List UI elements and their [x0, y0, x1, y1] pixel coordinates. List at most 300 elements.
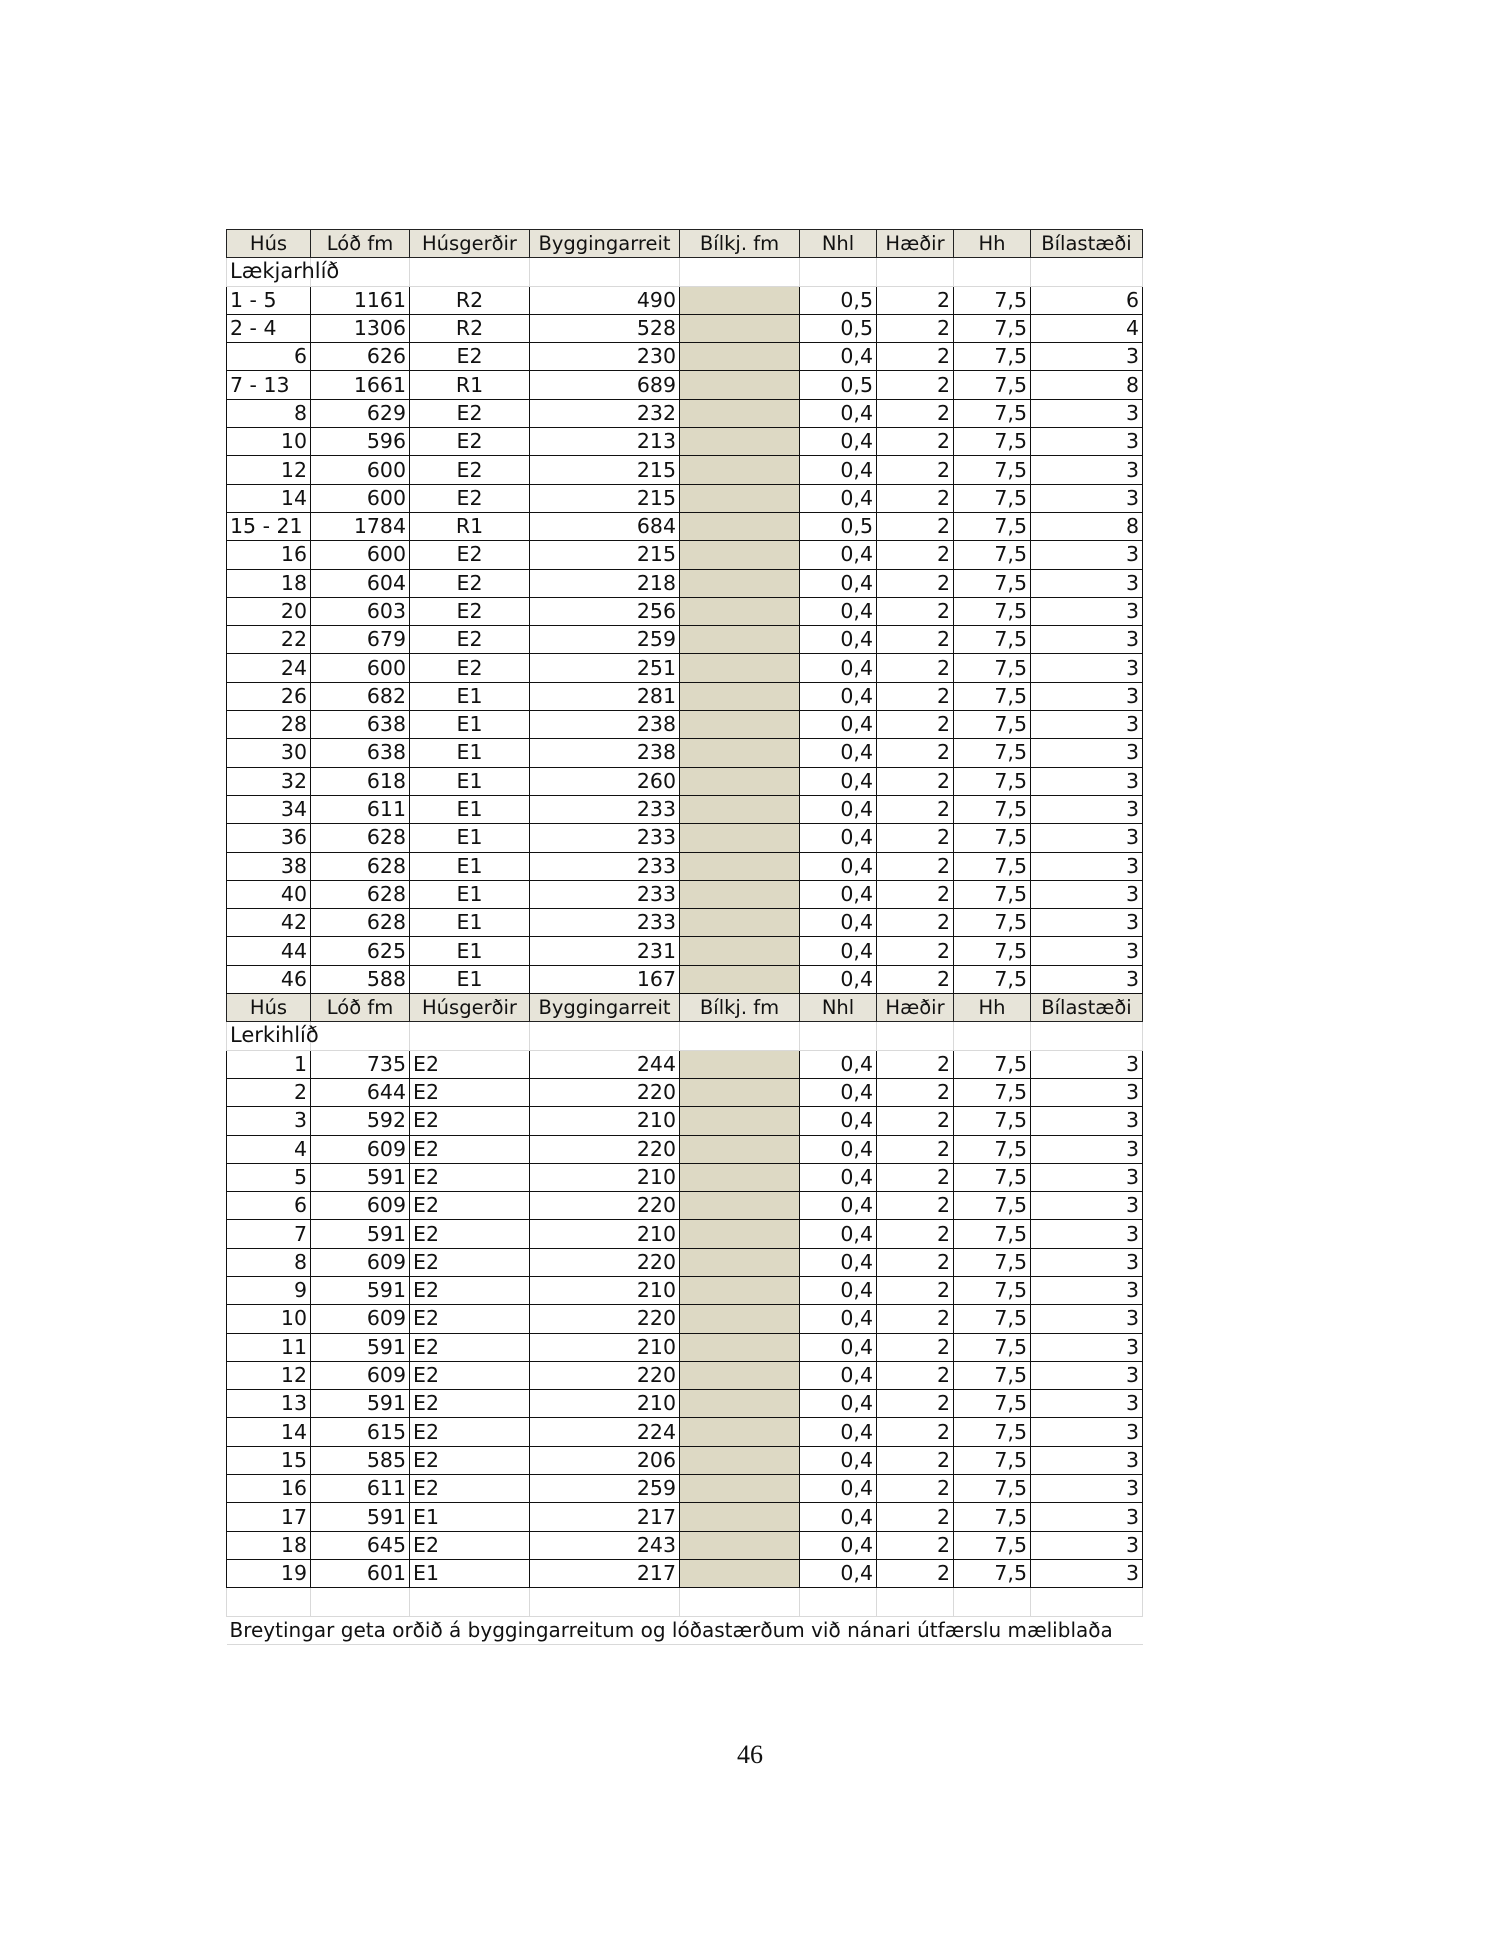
empty-cell: [1031, 258, 1143, 286]
table-row: [227, 626, 1143, 654]
cell-bilastaedi: 3: [1031, 1361, 1143, 1389]
cell-haedir: 2: [877, 1107, 954, 1135]
column-header-hh: Hh: [954, 230, 1031, 258]
cell-hus: 6: [227, 1192, 311, 1220]
cell-husgerdir: E2: [410, 1333, 530, 1361]
cell-bilastaedi: 3: [1031, 626, 1143, 654]
cell-byggingarreit: 490: [530, 286, 680, 314]
cell-haedir: 2: [877, 965, 954, 993]
cell-hus: 5: [227, 1163, 311, 1191]
cell-lod-fm: 611: [311, 795, 410, 823]
cell-haedir: 2: [877, 371, 954, 399]
cell-lod-fm: 591: [311, 1503, 410, 1531]
cell-haedir: 2: [877, 1418, 954, 1446]
cell-lod-fm: 609: [311, 1305, 410, 1333]
cell-husgerdir: E2: [410, 1135, 530, 1163]
cell-lod-fm: 644: [311, 1078, 410, 1106]
cell-bilkj-fm: [680, 286, 800, 314]
cell-bilkj-fm: [680, 1107, 800, 1135]
cell-nhl: 0,5: [800, 371, 877, 399]
cell-lod-fm: 1784: [311, 512, 410, 540]
cell-hus: 18: [227, 1531, 311, 1559]
cell-nhl: 0,4: [800, 880, 877, 908]
cell-bilkj-fm: [680, 1559, 800, 1587]
cell-lod-fm: 645: [311, 1531, 410, 1559]
cell-bilkj-fm: [680, 512, 800, 540]
cell-hus: 12: [227, 456, 311, 484]
cell-hh: 7,5: [954, 937, 1031, 965]
cell-bilastaedi: 3: [1031, 1418, 1143, 1446]
cell-haedir: 2: [877, 909, 954, 937]
cell-hus: 40: [227, 880, 311, 908]
cell-nhl: 0,4: [800, 909, 877, 937]
cell-hus: 44: [227, 937, 311, 965]
page-number: 46: [737, 1740, 763, 1769]
cell-hus: 16: [227, 541, 311, 569]
cell-hh: 7,5: [954, 1163, 1031, 1191]
cell-bilkj-fm: [680, 852, 800, 880]
table-row: [227, 1276, 1143, 1304]
cell-hh: 7,5: [954, 1305, 1031, 1333]
cell-husgerdir: E2: [410, 343, 530, 371]
cell-lod-fm: 609: [311, 1135, 410, 1163]
cell-husgerdir: E2: [410, 1418, 530, 1446]
cell-bilkj-fm: [680, 1446, 800, 1474]
section-title: Lækjarhlíð: [227, 258, 311, 286]
column-header-nhl: Nhl: [800, 230, 877, 258]
cell-nhl: 0,4: [800, 795, 877, 823]
table-row: [227, 654, 1143, 682]
empty-cell: [877, 1588, 954, 1616]
cell-nhl: 0,5: [800, 286, 877, 314]
cell-husgerdir: E1: [410, 795, 530, 823]
cell-bilkj-fm: [680, 1333, 800, 1361]
cell-byggingarreit: 215: [530, 541, 680, 569]
cell-husgerdir: E2: [410, 1276, 530, 1304]
cell-husgerdir: E2: [410, 1446, 530, 1474]
cell-husgerdir: E1: [410, 682, 530, 710]
table-row: [227, 739, 1143, 767]
cell-hh: 7,5: [954, 1050, 1031, 1078]
cell-bilkj-fm: [680, 1050, 800, 1078]
cell-lod-fm: 591: [311, 1276, 410, 1304]
cell-byggingarreit: 215: [530, 456, 680, 484]
cell-lod-fm: 585: [311, 1446, 410, 1474]
cell-byggingarreit: 238: [530, 739, 680, 767]
cell-haedir: 2: [877, 1248, 954, 1276]
cell-hh: 7,5: [954, 541, 1031, 569]
cell-byggingarreit: 256: [530, 597, 680, 625]
empty-cell: [954, 1022, 1031, 1050]
table-row: [227, 484, 1143, 512]
cell-bilkj-fm: [680, 1361, 800, 1389]
cell-haedir: 2: [877, 343, 954, 371]
cell-bilastaedi: 3: [1031, 399, 1143, 427]
cell-hus: 13: [227, 1390, 311, 1418]
cell-haedir: 2: [877, 1503, 954, 1531]
cell-bilkj-fm: [680, 1078, 800, 1106]
cell-hh: 7,5: [954, 1559, 1031, 1587]
cell-hh: 7,5: [954, 286, 1031, 314]
cell-bilastaedi: 3: [1031, 795, 1143, 823]
cell-lod-fm: 604: [311, 569, 410, 597]
table-row: [227, 682, 1143, 710]
cell-byggingarreit: 231: [530, 937, 680, 965]
cell-hus: 6: [227, 343, 311, 371]
empty-cell: [877, 258, 954, 286]
cell-byggingarreit: 684: [530, 512, 680, 540]
column-header-haedir: Hæðir: [877, 230, 954, 258]
cell-husgerdir: E2: [410, 569, 530, 597]
cell-husgerdir: E2: [410, 1107, 530, 1135]
cell-hh: 7,5: [954, 682, 1031, 710]
cell-hus: 7: [227, 1220, 311, 1248]
cell-bilkj-fm: [680, 484, 800, 512]
cell-nhl: 0,4: [800, 965, 877, 993]
empty-cell: [680, 1022, 800, 1050]
cell-haedir: 2: [877, 1276, 954, 1304]
cell-lod-fm: 591: [311, 1390, 410, 1418]
cell-bilastaedi: 3: [1031, 909, 1143, 937]
cell-haedir: 2: [877, 767, 954, 795]
cell-lod-fm: 625: [311, 937, 410, 965]
cell-hh: 7,5: [954, 654, 1031, 682]
cell-byggingarreit: 220: [530, 1135, 680, 1163]
cell-byggingarreit: 217: [530, 1559, 680, 1587]
cell-hus: 18: [227, 569, 311, 597]
cell-bilastaedi: 3: [1031, 541, 1143, 569]
cell-husgerdir: E1: [410, 909, 530, 937]
cell-haedir: 2: [877, 852, 954, 880]
cell-lod-fm: 1161: [311, 286, 410, 314]
table-row: [227, 824, 1143, 852]
cell-hus: 46: [227, 965, 311, 993]
cell-lod-fm: 591: [311, 1220, 410, 1248]
cell-hh: 7,5: [954, 965, 1031, 993]
cell-haedir: 2: [877, 456, 954, 484]
cell-bilkj-fm: [680, 1390, 800, 1418]
cell-haedir: 2: [877, 1531, 954, 1559]
cell-bilkj-fm: [680, 314, 800, 342]
empty-cell: [954, 1588, 1031, 1616]
cell-haedir: 2: [877, 682, 954, 710]
cell-bilastaedi: 3: [1031, 824, 1143, 852]
cell-bilastaedi: 3: [1031, 880, 1143, 908]
cell-hh: 7,5: [954, 1276, 1031, 1304]
cell-lod-fm: 591: [311, 1333, 410, 1361]
empty-cell: [680, 258, 800, 286]
column-header-hus: Hús: [227, 230, 311, 258]
cell-bilkj-fm: [680, 1135, 800, 1163]
cell-nhl: 0,4: [800, 767, 877, 795]
table-row: [227, 1390, 1143, 1418]
cell-bilastaedi: 4: [1031, 314, 1143, 342]
cell-nhl: 0,4: [800, 399, 877, 427]
cell-hh: 7,5: [954, 739, 1031, 767]
empty-cell: [800, 1022, 877, 1050]
cell-byggingarreit: 220: [530, 1192, 680, 1220]
cell-haedir: 2: [877, 711, 954, 739]
table-row: [227, 1418, 1143, 1446]
cell-hus: 8: [227, 399, 311, 427]
cell-bilastaedi: 6: [1031, 286, 1143, 314]
cell-haedir: 2: [877, 1220, 954, 1248]
cell-husgerdir: E1: [410, 937, 530, 965]
blank-row: [227, 1588, 1143, 1616]
column-header-bilastaedi: Bílastæði: [1031, 230, 1143, 258]
table-row: [227, 1361, 1143, 1389]
cell-haedir: 2: [877, 1446, 954, 1474]
header-row: [227, 230, 1143, 258]
cell-hus: 14: [227, 484, 311, 512]
cell-husgerdir: E2: [410, 626, 530, 654]
cell-nhl: 0,4: [800, 541, 877, 569]
cell-hus: 20: [227, 597, 311, 625]
cell-bilkj-fm: [680, 767, 800, 795]
cell-haedir: 2: [877, 739, 954, 767]
cell-nhl: 0,4: [800, 1107, 877, 1135]
cell-hh: 7,5: [954, 626, 1031, 654]
table-row: [227, 1559, 1143, 1587]
cell-husgerdir: E2: [410, 1248, 530, 1276]
cell-bilkj-fm: [680, 1248, 800, 1276]
cell-hus: 15 - 21: [227, 512, 311, 540]
cell-lod-fm: 628: [311, 852, 410, 880]
cell-haedir: 2: [877, 1078, 954, 1106]
table-row: [227, 1305, 1143, 1333]
cell-husgerdir: E2: [410, 1050, 530, 1078]
column-header-nhl: Nhl: [800, 994, 877, 1022]
cell-hus: 36: [227, 824, 311, 852]
cell-byggingarreit: 230: [530, 343, 680, 371]
cell-husgerdir: E2: [410, 1078, 530, 1106]
cell-nhl: 0,4: [800, 824, 877, 852]
cell-hh: 7,5: [954, 711, 1031, 739]
table-row: [227, 512, 1143, 540]
cell-nhl: 0,4: [800, 711, 877, 739]
cell-bilastaedi: 3: [1031, 1135, 1143, 1163]
table-row: [227, 597, 1143, 625]
table-row: [227, 1503, 1143, 1531]
cell-bilkj-fm: [680, 343, 800, 371]
cell-lod-fm: 626: [311, 343, 410, 371]
cell-lod-fm: 638: [311, 739, 410, 767]
cell-husgerdir: E2: [410, 1220, 530, 1248]
cell-husgerdir: E2: [410, 1361, 530, 1389]
cell-hh: 7,5: [954, 880, 1031, 908]
cell-lod-fm: 629: [311, 399, 410, 427]
cell-byggingarreit: 210: [530, 1107, 680, 1135]
cell-nhl: 0,4: [800, 1333, 877, 1361]
table-row: [227, 1220, 1143, 1248]
cell-bilkj-fm: [680, 456, 800, 484]
cell-haedir: 2: [877, 314, 954, 342]
empty-cell: [410, 1022, 530, 1050]
column-header-husgerdir: Húsgerðir: [410, 230, 530, 258]
cell-husgerdir: E2: [410, 1531, 530, 1559]
cell-lod-fm: 628: [311, 909, 410, 937]
empty-cell: [530, 1588, 680, 1616]
cell-bilastaedi: 8: [1031, 371, 1143, 399]
cell-lod-fm: 600: [311, 456, 410, 484]
cell-hh: 7,5: [954, 1446, 1031, 1474]
cell-bilkj-fm: [680, 1192, 800, 1220]
cell-haedir: 2: [877, 1475, 954, 1503]
cell-hh: 7,5: [954, 824, 1031, 852]
cell-nhl: 0,4: [800, 1078, 877, 1106]
cell-hh: 7,5: [954, 1248, 1031, 1276]
cell-bilastaedi: 3: [1031, 1559, 1143, 1587]
cell-lod-fm: 679: [311, 626, 410, 654]
cell-byggingarreit: 238: [530, 711, 680, 739]
table-row: [227, 1078, 1143, 1106]
cell-bilastaedi: 8: [1031, 512, 1143, 540]
cell-bilastaedi: 3: [1031, 1333, 1143, 1361]
cell-bilkj-fm: [680, 682, 800, 710]
cell-nhl: 0,4: [800, 1475, 877, 1503]
cell-bilastaedi: 3: [1031, 343, 1143, 371]
cell-lod-fm: 1661: [311, 371, 410, 399]
table-row: [227, 965, 1143, 993]
cell-husgerdir: E2: [410, 1390, 530, 1418]
cell-lod-fm: 600: [311, 484, 410, 512]
cell-lod-fm: 601: [311, 1559, 410, 1587]
cell-hh: 7,5: [954, 1418, 1031, 1446]
cell-bilastaedi: 3: [1031, 937, 1143, 965]
cell-byggingarreit: 220: [530, 1305, 680, 1333]
column-header-byggingarreit: Byggingarreit: [530, 230, 680, 258]
note-row: [227, 1616, 1143, 1644]
cell-husgerdir: E2: [410, 1475, 530, 1503]
table-row: [227, 1531, 1143, 1559]
table-row: [227, 456, 1143, 484]
cell-byggingarreit: 259: [530, 1475, 680, 1503]
cell-hus: 7 - 13: [227, 371, 311, 399]
cell-husgerdir: E2: [410, 399, 530, 427]
cell-haedir: 2: [877, 1135, 954, 1163]
header-row: [227, 994, 1143, 1022]
cell-bilkj-fm: [680, 1503, 800, 1531]
cell-haedir: 2: [877, 399, 954, 427]
cell-hh: 7,5: [954, 428, 1031, 456]
cell-byggingarreit: 215: [530, 484, 680, 512]
cell-haedir: 2: [877, 937, 954, 965]
cell-hh: 7,5: [954, 512, 1031, 540]
cell-hus: 26: [227, 682, 311, 710]
cell-hus: 1: [227, 1050, 311, 1078]
cell-hh: 7,5: [954, 597, 1031, 625]
cell-bilkj-fm: [680, 1305, 800, 1333]
cell-byggingarreit: 233: [530, 909, 680, 937]
cell-nhl: 0,4: [800, 484, 877, 512]
cell-lod-fm: 609: [311, 1192, 410, 1220]
cell-hh: 7,5: [954, 456, 1031, 484]
cell-husgerdir: E1: [410, 767, 530, 795]
cell-nhl: 0,4: [800, 1135, 877, 1163]
cell-lod-fm: 628: [311, 880, 410, 908]
cell-hus: 10: [227, 1305, 311, 1333]
cell-haedir: 2: [877, 1559, 954, 1587]
section-row: [227, 1022, 1143, 1050]
cell-bilastaedi: 3: [1031, 1192, 1143, 1220]
column-header-hh: Hh: [954, 994, 1031, 1022]
cell-bilastaedi: 3: [1031, 456, 1143, 484]
cell-haedir: 2: [877, 1163, 954, 1191]
cell-lod-fm: 1306: [311, 314, 410, 342]
cell-lod-fm: 609: [311, 1248, 410, 1276]
cell-bilastaedi: 3: [1031, 965, 1143, 993]
cell-bilkj-fm: [680, 597, 800, 625]
cell-bilkj-fm: [680, 739, 800, 767]
cell-bilkj-fm: [680, 1475, 800, 1503]
cell-byggingarreit: 260: [530, 767, 680, 795]
cell-haedir: 2: [877, 484, 954, 512]
cell-husgerdir: E2: [410, 1163, 530, 1191]
cell-lod-fm: 588: [311, 965, 410, 993]
cell-lod-fm: 596: [311, 428, 410, 456]
cell-hus: 4: [227, 1135, 311, 1163]
cell-haedir: 2: [877, 795, 954, 823]
cell-byggingarreit: 281: [530, 682, 680, 710]
cell-byggingarreit: 233: [530, 824, 680, 852]
cell-bilkj-fm: [680, 795, 800, 823]
cell-bilastaedi: 3: [1031, 1163, 1143, 1191]
cell-nhl: 0,4: [800, 1248, 877, 1276]
table-row: [227, 286, 1143, 314]
cell-byggingarreit: 220: [530, 1248, 680, 1276]
cell-husgerdir: R1: [410, 512, 530, 540]
table-row: [227, 541, 1143, 569]
cell-hus: 2 - 4: [227, 314, 311, 342]
empty-cell: [227, 1588, 311, 1616]
cell-nhl: 0,4: [800, 626, 877, 654]
empty-cell: [954, 258, 1031, 286]
cell-nhl: 0,4: [800, 597, 877, 625]
cell-husgerdir: E1: [410, 852, 530, 880]
cell-bilastaedi: 3: [1031, 1390, 1143, 1418]
cell-husgerdir: E2: [410, 1305, 530, 1333]
cell-hus: 28: [227, 711, 311, 739]
cell-haedir: 2: [877, 654, 954, 682]
cell-husgerdir: E2: [410, 1192, 530, 1220]
cell-hus: 34: [227, 795, 311, 823]
cell-hus: 16: [227, 1475, 311, 1503]
cell-bilastaedi: 3: [1031, 569, 1143, 597]
cell-bilkj-fm: [680, 654, 800, 682]
table-row: [227, 1248, 1143, 1276]
cell-nhl: 0,4: [800, 852, 877, 880]
cell-lod-fm: 600: [311, 654, 410, 682]
cell-haedir: 2: [877, 541, 954, 569]
cell-bilastaedi: 3: [1031, 739, 1143, 767]
cell-bilkj-fm: [680, 428, 800, 456]
cell-bilastaedi: 3: [1031, 654, 1143, 682]
cell-husgerdir: R2: [410, 286, 530, 314]
cell-bilastaedi: 3: [1031, 1276, 1143, 1304]
cell-hh: 7,5: [954, 1531, 1031, 1559]
cell-nhl: 0,5: [800, 512, 877, 540]
cell-nhl: 0,4: [800, 682, 877, 710]
cell-husgerdir: E1: [410, 1559, 530, 1587]
cell-nhl: 0,4: [800, 428, 877, 456]
cell-byggingarreit: 217: [530, 1503, 680, 1531]
table-row: [227, 767, 1143, 795]
cell-byggingarreit: 243: [530, 1531, 680, 1559]
cell-nhl: 0,4: [800, 739, 877, 767]
cell-hh: 7,5: [954, 371, 1031, 399]
cell-nhl: 0,4: [800, 654, 877, 682]
cell-nhl: 0,4: [800, 1192, 877, 1220]
